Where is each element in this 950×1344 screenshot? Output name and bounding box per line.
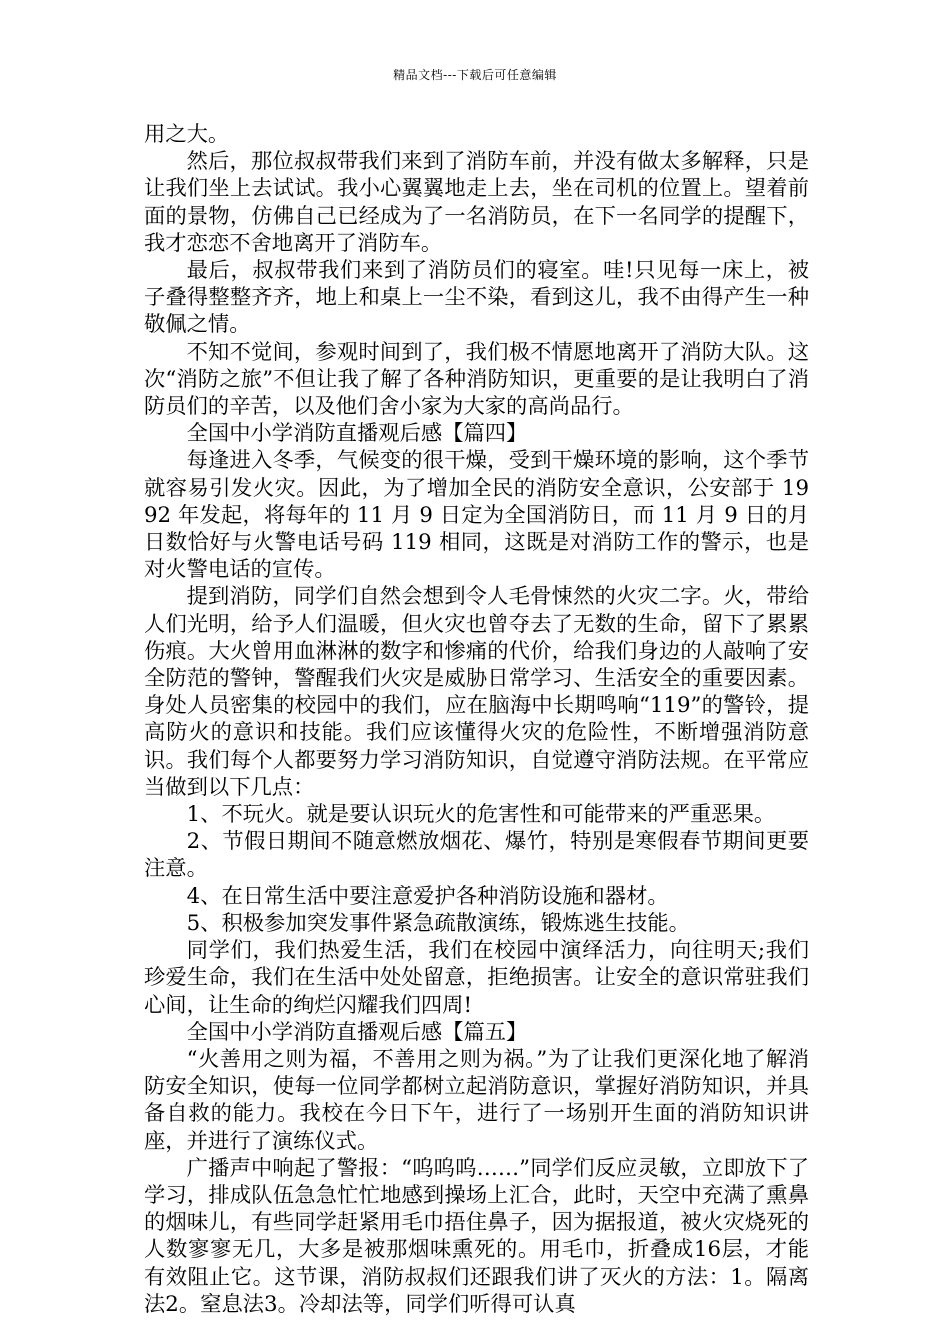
list-item: 1、不玩火。就是要认识玩火的危害性和可能带来的严重恶果。 (186, 802, 776, 828)
document-body (144, 121, 809, 1318)
paragraph: “火善用之则为福，不善用之则为祸。”为了让我们更深化地了解消防安全知识，使每一位同学都树立起消防意识，掌握好消防知识，并具备自救的能力。我校在今日下午，进行了一场别开生面的消防知识讲座，并进行了演练仪式。 (144, 1046, 809, 1154)
paragraph: 广播声中响起了警报：“呜呜呜……”同学们反应灵敏，立即放下了学习，排成队伍急急忙忙地感到操场上汇合，此时，天空中充满了熏鼻的烟味儿，有些同学赶紧用毛巾捂住鼻子，因为据报道，被火灾烧死的人数寥寥无几，大多是被那烟味熏死的。用毛巾，折叠成16层，才能有效阻止它。这节课，消防叔叔们还跟我们讲了灭火的方法：1。隔离法2。窒息法3。冷却法等，同学们听得可认真 (144, 1155, 809, 1317)
list-item: 2、节假日期间不随意燃放烟花、爆竹，特别是寒假春节期间更要注意。 (144, 829, 809, 882)
paragraph: 然后，那位叔叔带我们来到了消防车前，并没有做太多解释，只是让我们坐上去试试。我小心翼翼地走上去，坐在司机的位置上。望着前面的景物，仿佛自己已经成为了一名消防员，在下一名同学的提醒下，我才恋恋不舍地离开了消防车。 (144, 149, 809, 256)
paragraph: 同学们，我们热爱生活，我们在校园中演绎活力，向往明天;我们珍爱生命，我们在生活中处处留意，拒绝损害。让安全的意识常驻我们心间，让生命的绚烂闪耀我们四周! (144, 938, 809, 1018)
paragraph: 用之大。 (144, 122, 230, 147)
paragraph: 提到消防，同学们自然会想到令人毛骨悚然的火灾二字。火，带给人们光明，给予人们温暖，但火灾也曾夺去了无数的生命，留下了累累伤痕。大火曾用血淋淋的数字和惨痛的代价，给我们身边的人敲响了安全防范的警钟，警醒我们火灾是威胁日常学习、生活安全的重要因素。身处人员密集的校园中的我们，应在脑海中长期鸣响“119”的警铃，提高防火的意识和技能。我们应该懂得火灾的危险性，不断增强消防意识。我们每个人都要努力学习消防知识，自觉遵守消防法规。在平常应当做到以下几点： (144, 584, 809, 800)
section-heading: 全国中小学消防直播观后感【篇五】 (186, 1019, 528, 1045)
list-item: 4、在日常生活中要注意爱护各种消防设施和器材。 (186, 883, 669, 909)
section-heading: 全国中小学消防直播观后感【篇四】 (186, 421, 528, 447)
paragraph: 不知不觉间，参观时间到了，我们极不情愿地离开了消防大队。这次“消防之旅”不但让我了解了各种消防知识，更重要的是让我明白了消防员们的辛苦，以及他们舍小家为大家的高尚品行。 (144, 339, 809, 420)
paragraph: 每逢进入冬季，气候变的很干燥，受到干燥环境的影响，这个季节就容易引发火灾。因此，为了增加全民的消防安全意识，公安部于 1992 年发起，将每年的 11 月 9 日定为全国消防日，而 11 月 9 日的月日数恰好与火警电话号码 119 相同，这既是对消防工作的警示，也是对火警电话的宣传。 (144, 448, 809, 583)
paragraph: 最后，叔叔带我们来到了消防员们的寝室。哇!只见每一床上，被子叠得整整齐齐，地上和桌上一尘不染，看到这儿，我不由得产生一种敬佩之情。 (144, 258, 809, 338)
list-item: 5、积极参加突发事件紧急疏散演练，锻炼逃生技能。 (186, 910, 690, 936)
page-header: 精品文档---下载后可任意编辑 (393, 68, 557, 82)
